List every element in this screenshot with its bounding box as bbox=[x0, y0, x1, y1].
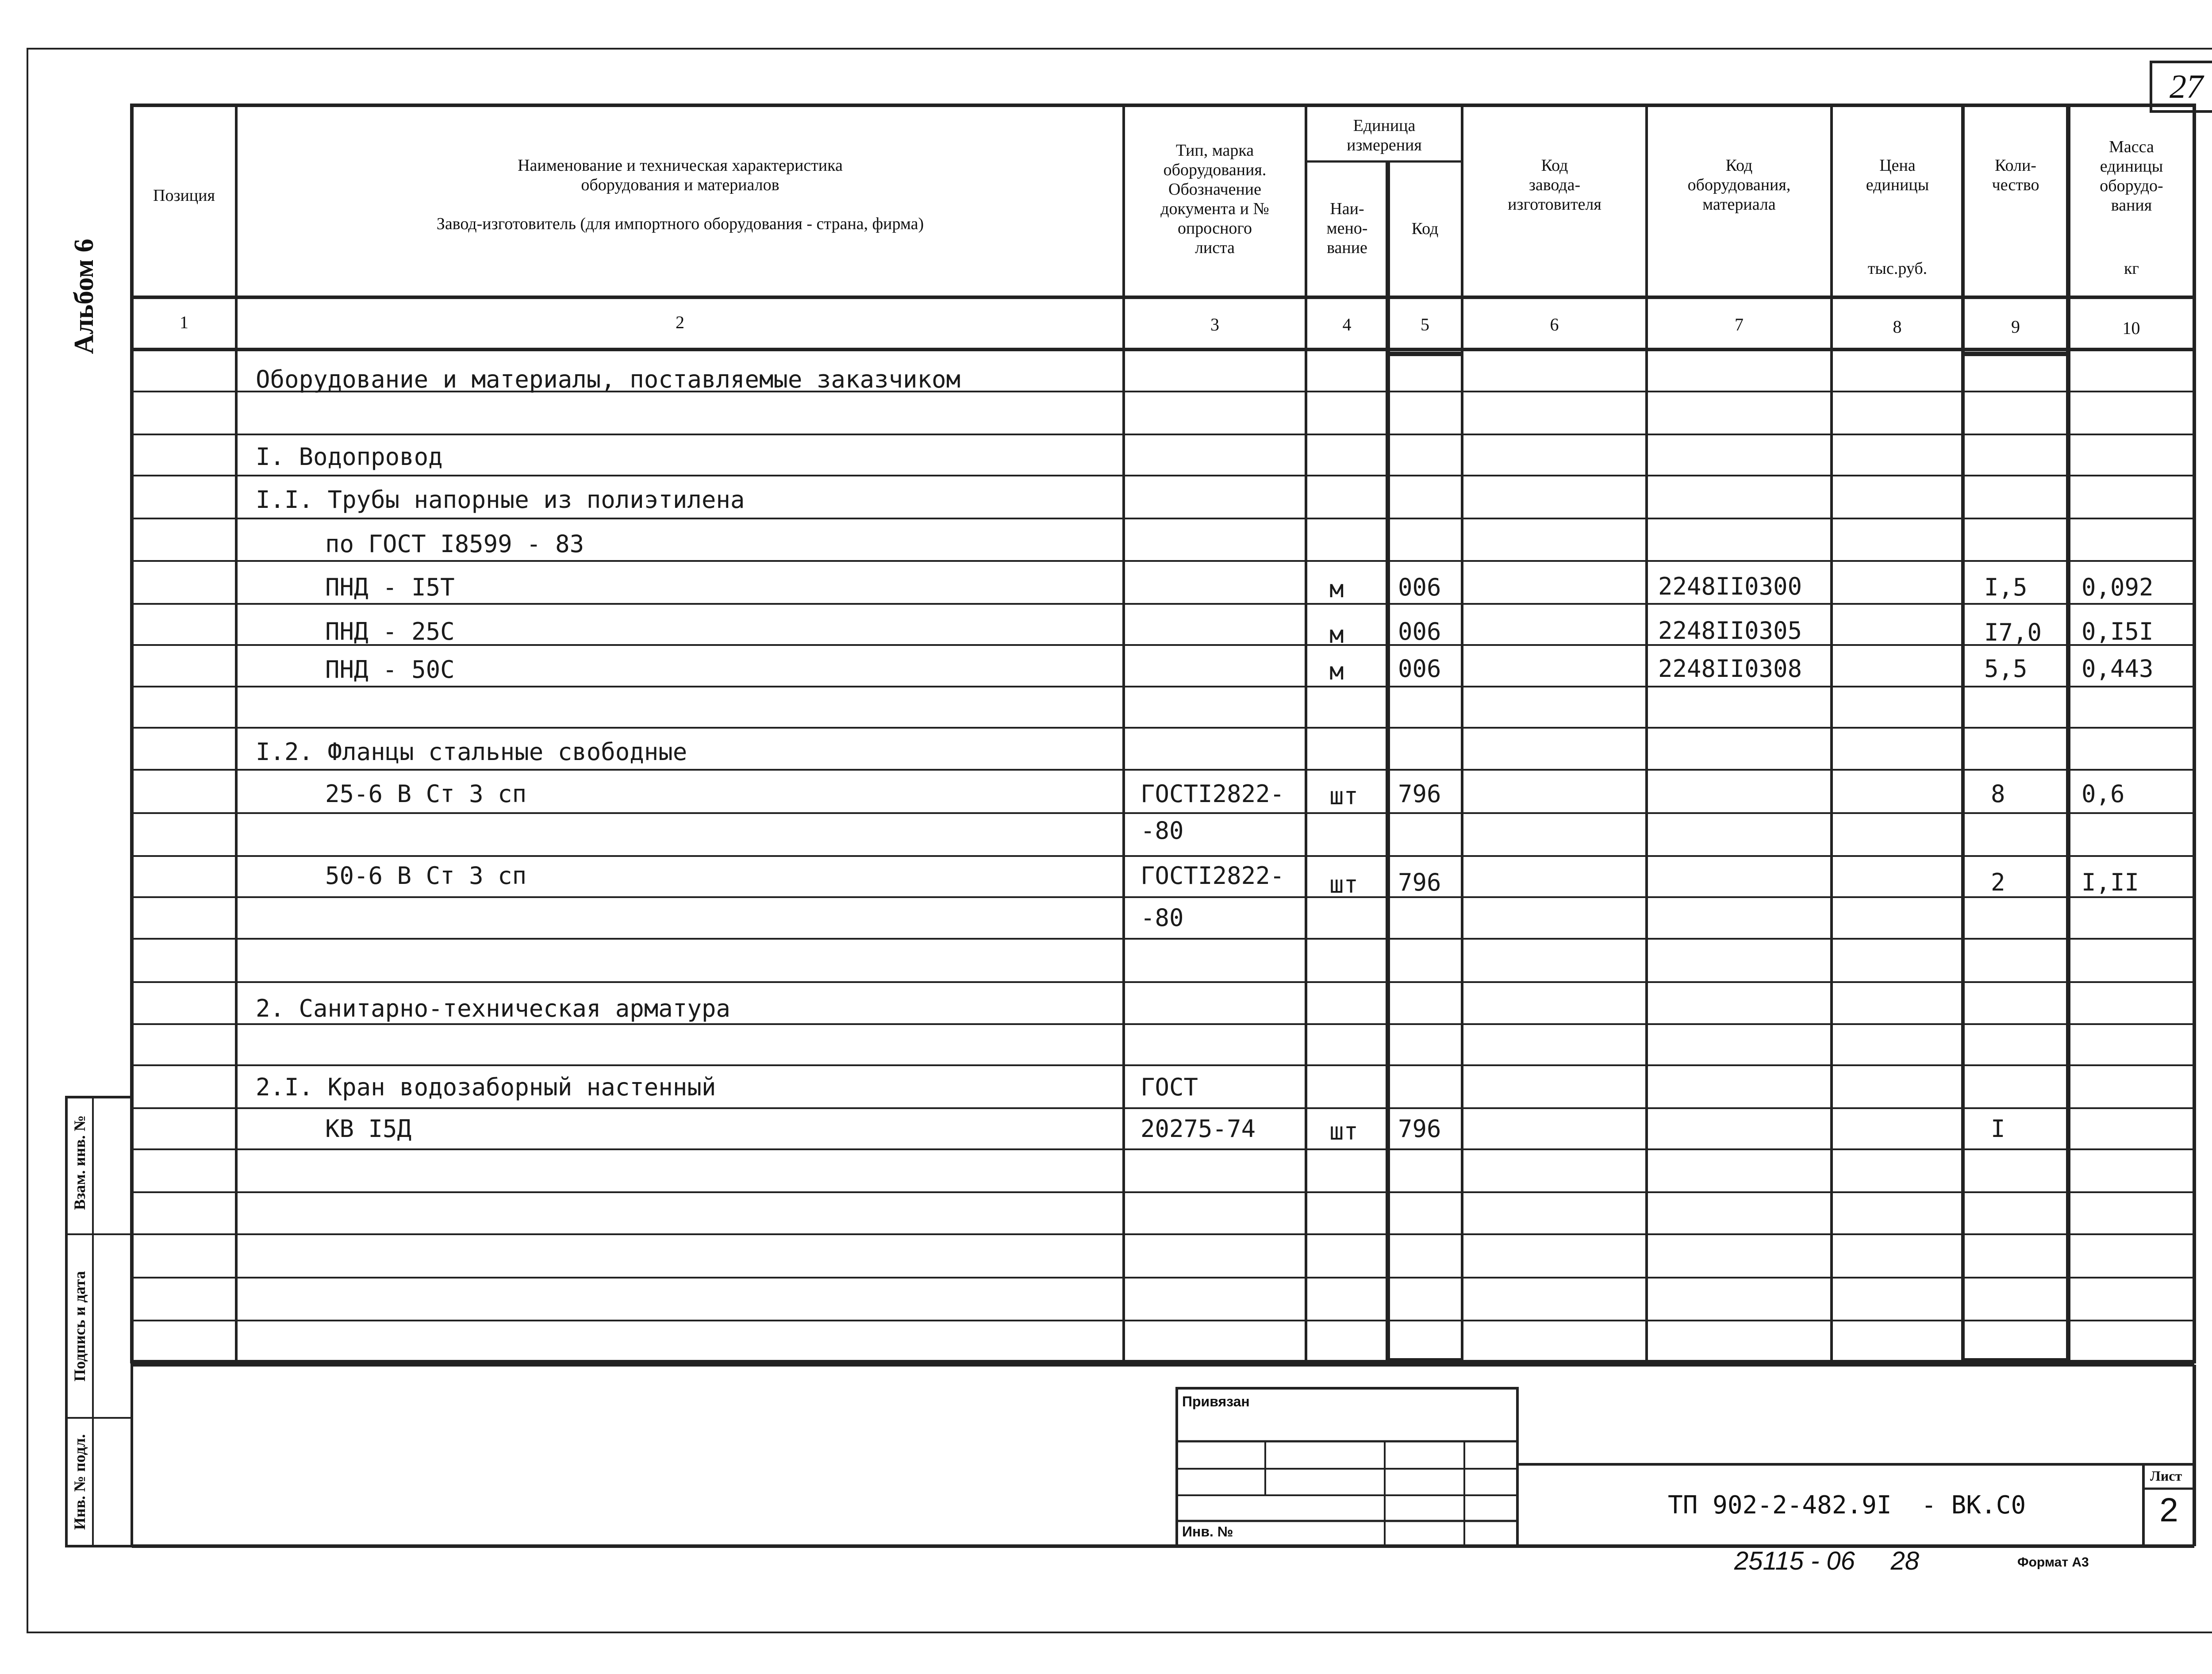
row-unit: шт bbox=[1329, 1117, 1359, 1145]
column-number: 10 bbox=[2122, 318, 2140, 338]
row-subsection-title: I.I. Трубы напорные из полиэтилена bbox=[256, 486, 745, 514]
row-unit-code: 006 bbox=[1398, 655, 1441, 683]
column-number: 8 bbox=[1893, 317, 1902, 337]
row-subsection-title: I.2. Фланцы стальные свободные bbox=[256, 738, 687, 766]
row-mass: 0,6 bbox=[2081, 780, 2125, 808]
row-quantity: 5,5 bbox=[1984, 655, 2028, 683]
row-mass: I,II bbox=[2081, 868, 2139, 896]
row-quantity: I,5 bbox=[1984, 573, 2028, 601]
column-number: 2 bbox=[676, 312, 684, 332]
row-item-name: 25-6 В Ст 3 сп bbox=[325, 780, 527, 808]
row-type: ГОСТI2822- bbox=[1141, 862, 1285, 890]
header-unit-name: Наи- мено- вание bbox=[1326, 200, 1368, 257]
row-equipment-code: 2248II0300 bbox=[1658, 572, 1802, 600]
row-unit: м bbox=[1329, 657, 1344, 685]
row-subsection-title: 2.I. Кран водозаборный настенный bbox=[256, 1073, 716, 1101]
column-number: 5 bbox=[1421, 315, 1429, 334]
header-name: Наименование и техническая характеристика оборудования и материалов Завод-изготовитель (для импортного оборудования - страна, фирма) bbox=[436, 156, 924, 233]
row-unit-code: 006 bbox=[1398, 618, 1441, 645]
row-item-name: по ГОСТ I8599 - 83 bbox=[325, 530, 584, 558]
archive-number: 25115 - 06 28 bbox=[1734, 1547, 1920, 1575]
header-mass: Масса единицы оборудо- вания bbox=[2100, 138, 2163, 215]
row-section-title: 2. Санитарно-техническая арматура bbox=[256, 994, 730, 1022]
column-number: 6 bbox=[1550, 315, 1559, 334]
row-unit: м bbox=[1329, 575, 1344, 603]
row-quantity: I bbox=[1991, 1115, 2005, 1143]
row-unit: шт bbox=[1329, 871, 1359, 898]
paper-format: Формат А3 bbox=[2017, 1555, 2089, 1570]
stamp-signature-date: Подпись и дата bbox=[71, 1271, 88, 1382]
column-number: 1 bbox=[180, 312, 188, 332]
row-unit: м bbox=[1329, 621, 1344, 649]
header-mass-unit: кг bbox=[2124, 259, 2139, 278]
header-quantity: Коли- чество bbox=[1992, 156, 2039, 194]
header-equipment-code: Код оборудования, материала bbox=[1687, 156, 1791, 214]
row-item-name: ПНД - I5Т bbox=[325, 573, 455, 601]
row-quantity: I7,0 bbox=[1984, 618, 2042, 646]
row-type: -80 bbox=[1141, 817, 1184, 845]
row-quantity: 2 bbox=[1991, 868, 2005, 896]
header-unit-code: Код bbox=[1411, 219, 1439, 238]
row-item-name: ПНД - 50С bbox=[325, 656, 455, 683]
row-type: 20275-74 bbox=[1141, 1115, 1256, 1143]
row-mass: 0,443 bbox=[2081, 655, 2154, 683]
row-quantity: 8 bbox=[1991, 780, 2005, 808]
row-item-name: КВ I5Д bbox=[325, 1115, 412, 1143]
header-type: Тип, марка оборудования. Обозначение документа и № опросного листа bbox=[1160, 141, 1269, 257]
column-number: 9 bbox=[2011, 317, 2020, 337]
row-unit-code: 796 bbox=[1398, 1115, 1441, 1143]
row-item-name: ПНД - 25С bbox=[325, 618, 455, 645]
row-section-title: I. Водопровод bbox=[256, 443, 443, 471]
header-price-unit: тыс.руб. bbox=[1867, 259, 1928, 278]
top-sheet-number: 27 bbox=[2170, 68, 2203, 105]
row-unit: шт bbox=[1329, 782, 1359, 810]
row-type: ГОСТ bbox=[1141, 1073, 1198, 1101]
row-mass: 0,I5I bbox=[2081, 618, 2154, 645]
row-unit-code: 796 bbox=[1398, 780, 1441, 808]
document-code: ТП 902-2-482.9I - ВК.С0 bbox=[1668, 1491, 2026, 1520]
row-type: -80 bbox=[1141, 904, 1184, 932]
row-item-name: 50-6 В Ст 3 сп bbox=[325, 862, 527, 890]
column-number: 4 bbox=[1342, 315, 1352, 334]
row-unit-code: 796 bbox=[1398, 868, 1441, 896]
bound-label: Привязан bbox=[1182, 1394, 1250, 1409]
album-label: Альбом 6 bbox=[69, 238, 99, 354]
header-position: Позиция bbox=[153, 186, 215, 205]
inventory-number-label: Инв. № bbox=[1182, 1524, 1233, 1540]
header-unit-group: Единица измерения bbox=[1347, 116, 1422, 154]
stamp-replacement-inv: Взам. инв. № bbox=[71, 1115, 88, 1210]
row-unit-code: 006 bbox=[1398, 573, 1441, 601]
row-equipment-code: 2248II0308 bbox=[1658, 655, 1802, 683]
column-number: 7 bbox=[1735, 315, 1743, 334]
header-factory-code: Код завода- изготовителя bbox=[1508, 156, 1601, 214]
sheet-label: Лист bbox=[2150, 1468, 2182, 1484]
stamp-original-inv: Инв. № подл. bbox=[71, 1434, 88, 1530]
sheet-number: 2 bbox=[2159, 1491, 2178, 1529]
row-mass: 0,092 bbox=[2081, 573, 2154, 601]
row-equipment-code: 2248II0305 bbox=[1658, 617, 1802, 645]
header-price: Цена единицы bbox=[1866, 156, 1929, 194]
row-type: ГОСТI2822- bbox=[1141, 780, 1285, 808]
column-number: 3 bbox=[1210, 315, 1219, 334]
row-section-title: Оборудование и материалы, поставляемые заказчиком bbox=[256, 365, 961, 393]
